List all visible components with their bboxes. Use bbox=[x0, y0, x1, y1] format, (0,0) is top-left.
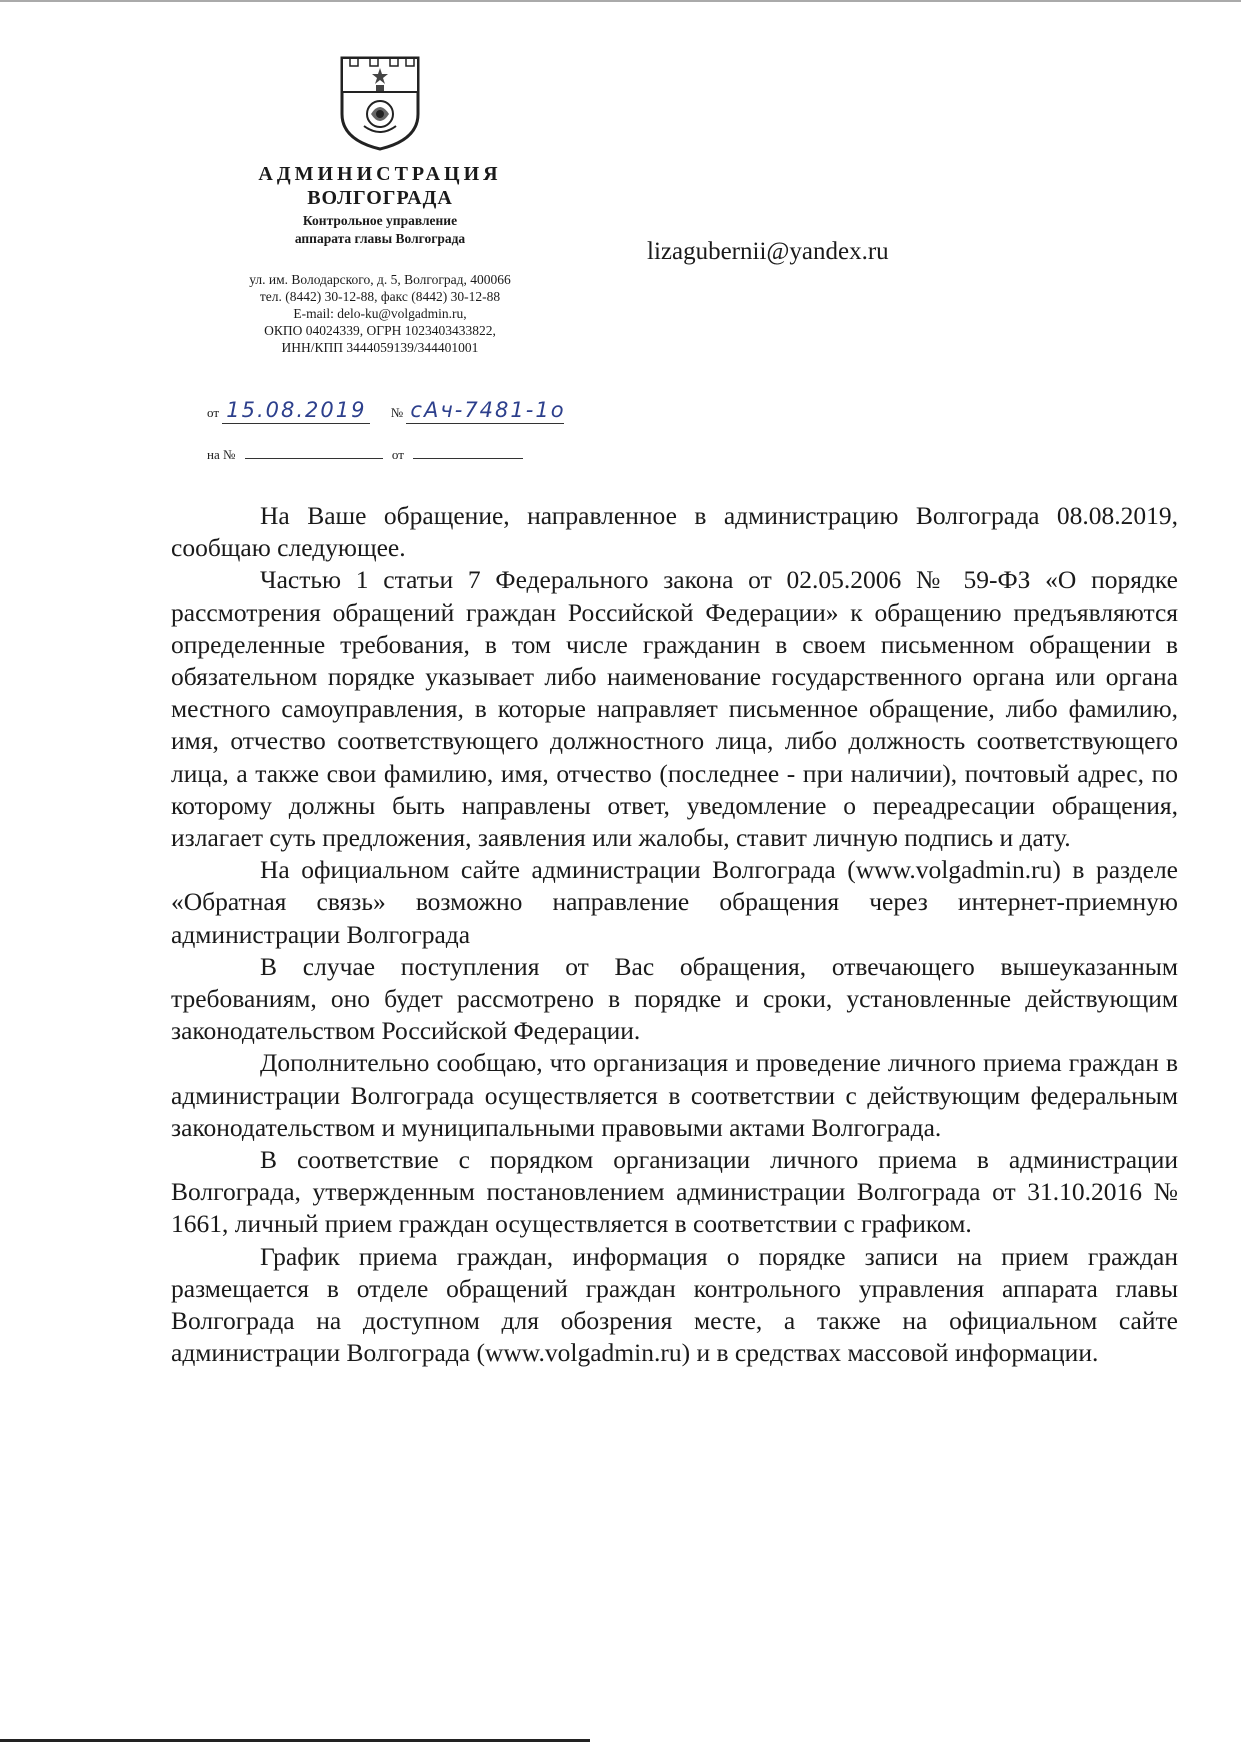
ref-date-prefix: от bbox=[391, 447, 404, 462]
scan-top-edge bbox=[0, 0, 1241, 2]
paragraph: В случае поступления от Вас обращения, отвечающего вышеуказанным требованиям, оно будет рассмотрено в порядке и сроки, установленные действующим законодательством Российской Федерации. bbox=[171, 951, 1178, 1046]
phone-line: тел. (8442) 30-12-88, факс (8442) 30-12-88 bbox=[259, 289, 501, 304]
inn-line: ИНН/КПП 3444059139/344401001 bbox=[281, 340, 479, 355]
registration-number: сАч-7481-1о bbox=[406, 398, 564, 424]
recipient-email: lizagubernii@yandex.ru bbox=[647, 238, 889, 265]
department-line2: аппарата главы Волгограда bbox=[294, 231, 466, 246]
date-prefix: от bbox=[207, 405, 220, 420]
reference-line bbox=[207, 446, 523, 463]
ref-date-blank bbox=[413, 446, 523, 459]
department-line1: Контрольное управление bbox=[302, 213, 458, 228]
paragraph: График приема граждан, информация о порядке записи на прием граждан размещается в отделе обращений граждан контрольного управления аппарата главы Волгограда на доступном для обозрения месте, а также на официальном сайте администрации Волгограда (www.volgadmin.ru) и в средствах массовой информации. bbox=[171, 1241, 1178, 1368]
address-line: ул. им. Володарского, д. 5, Волгоград, 400066 bbox=[249, 272, 511, 287]
ref-number-blank bbox=[245, 446, 383, 459]
registration-date: 15.08.2019 bbox=[222, 398, 370, 424]
letter-body bbox=[171, 500, 1178, 1369]
paragraph: Дополнительно сообщаю, что организация и проведение личного приема граждан в администрации Волгограда осуществляется в соответствии с действующим федеральным законодательством и муниципальными правовыми актами Волгограда. bbox=[171, 1048, 1178, 1142]
email-line: E-mail: delo-ku@volgadmin.ru, bbox=[293, 306, 467, 321]
org-name-line1: АДМИНИСТРАЦИЯ bbox=[258, 163, 502, 185]
paragraph: Частью 1 статьи 7 Федерального закона от 02.05.2006 № 59-ФЗ «О порядке рассмотрения обращений граждан Российской Федерации» к обращению предъявляются определенные требования, в том числе гражданин в своем письменном обращении в обязательном порядке указывает либо наименование государственного органа или органа местного самоуправления, в которые направляет письменное обращение, либо фамилию, имя, отчество соответствующего должностного лица, либо должность соответствующего лица, а также свои фамилию, имя, отчество (последнее - при наличии), почтовый адрес, по которому должны быть направлены ответ, уведомление о переадресации обращения, излагает суть предложения, заявления или жалобы, ставит личную подпись и дату. bbox=[171, 565, 1178, 853]
scan-bottom-edge bbox=[0, 1739, 590, 1742]
org-name-line2: ВОЛГОГРАДА bbox=[307, 187, 453, 209]
paragraph: На Ваше обращение, направленное в администрацию Волгограда 08.08.2019, сообщаю следующее. bbox=[171, 501, 1178, 563]
paragraph: В соответствие с порядком организации личного приема в администрации Волгограда, утвержденным постановлением администрации Волгограда от 31.10.2016 № 1661, личный прием граждан осуществляется в соответствии с графиком. bbox=[171, 1145, 1178, 1239]
ref-number-prefix: на № bbox=[207, 447, 236, 462]
paragraph: На официальном сайте администрации Волгограда (www.volgadmin.ru) в разделе «Обратная связь» возможно направление обращения через интернет-приемную администрации Волгограда bbox=[171, 855, 1178, 949]
okpo-line: ОКПО 04024339, ОГРН 1023403433822, bbox=[264, 323, 496, 338]
org-address-block bbox=[170, 271, 590, 356]
registration-line bbox=[207, 398, 564, 424]
number-prefix: № bbox=[390, 405, 404, 420]
organization-header bbox=[180, 162, 580, 248]
volgograd-coat-of-arms-icon bbox=[338, 52, 422, 152]
